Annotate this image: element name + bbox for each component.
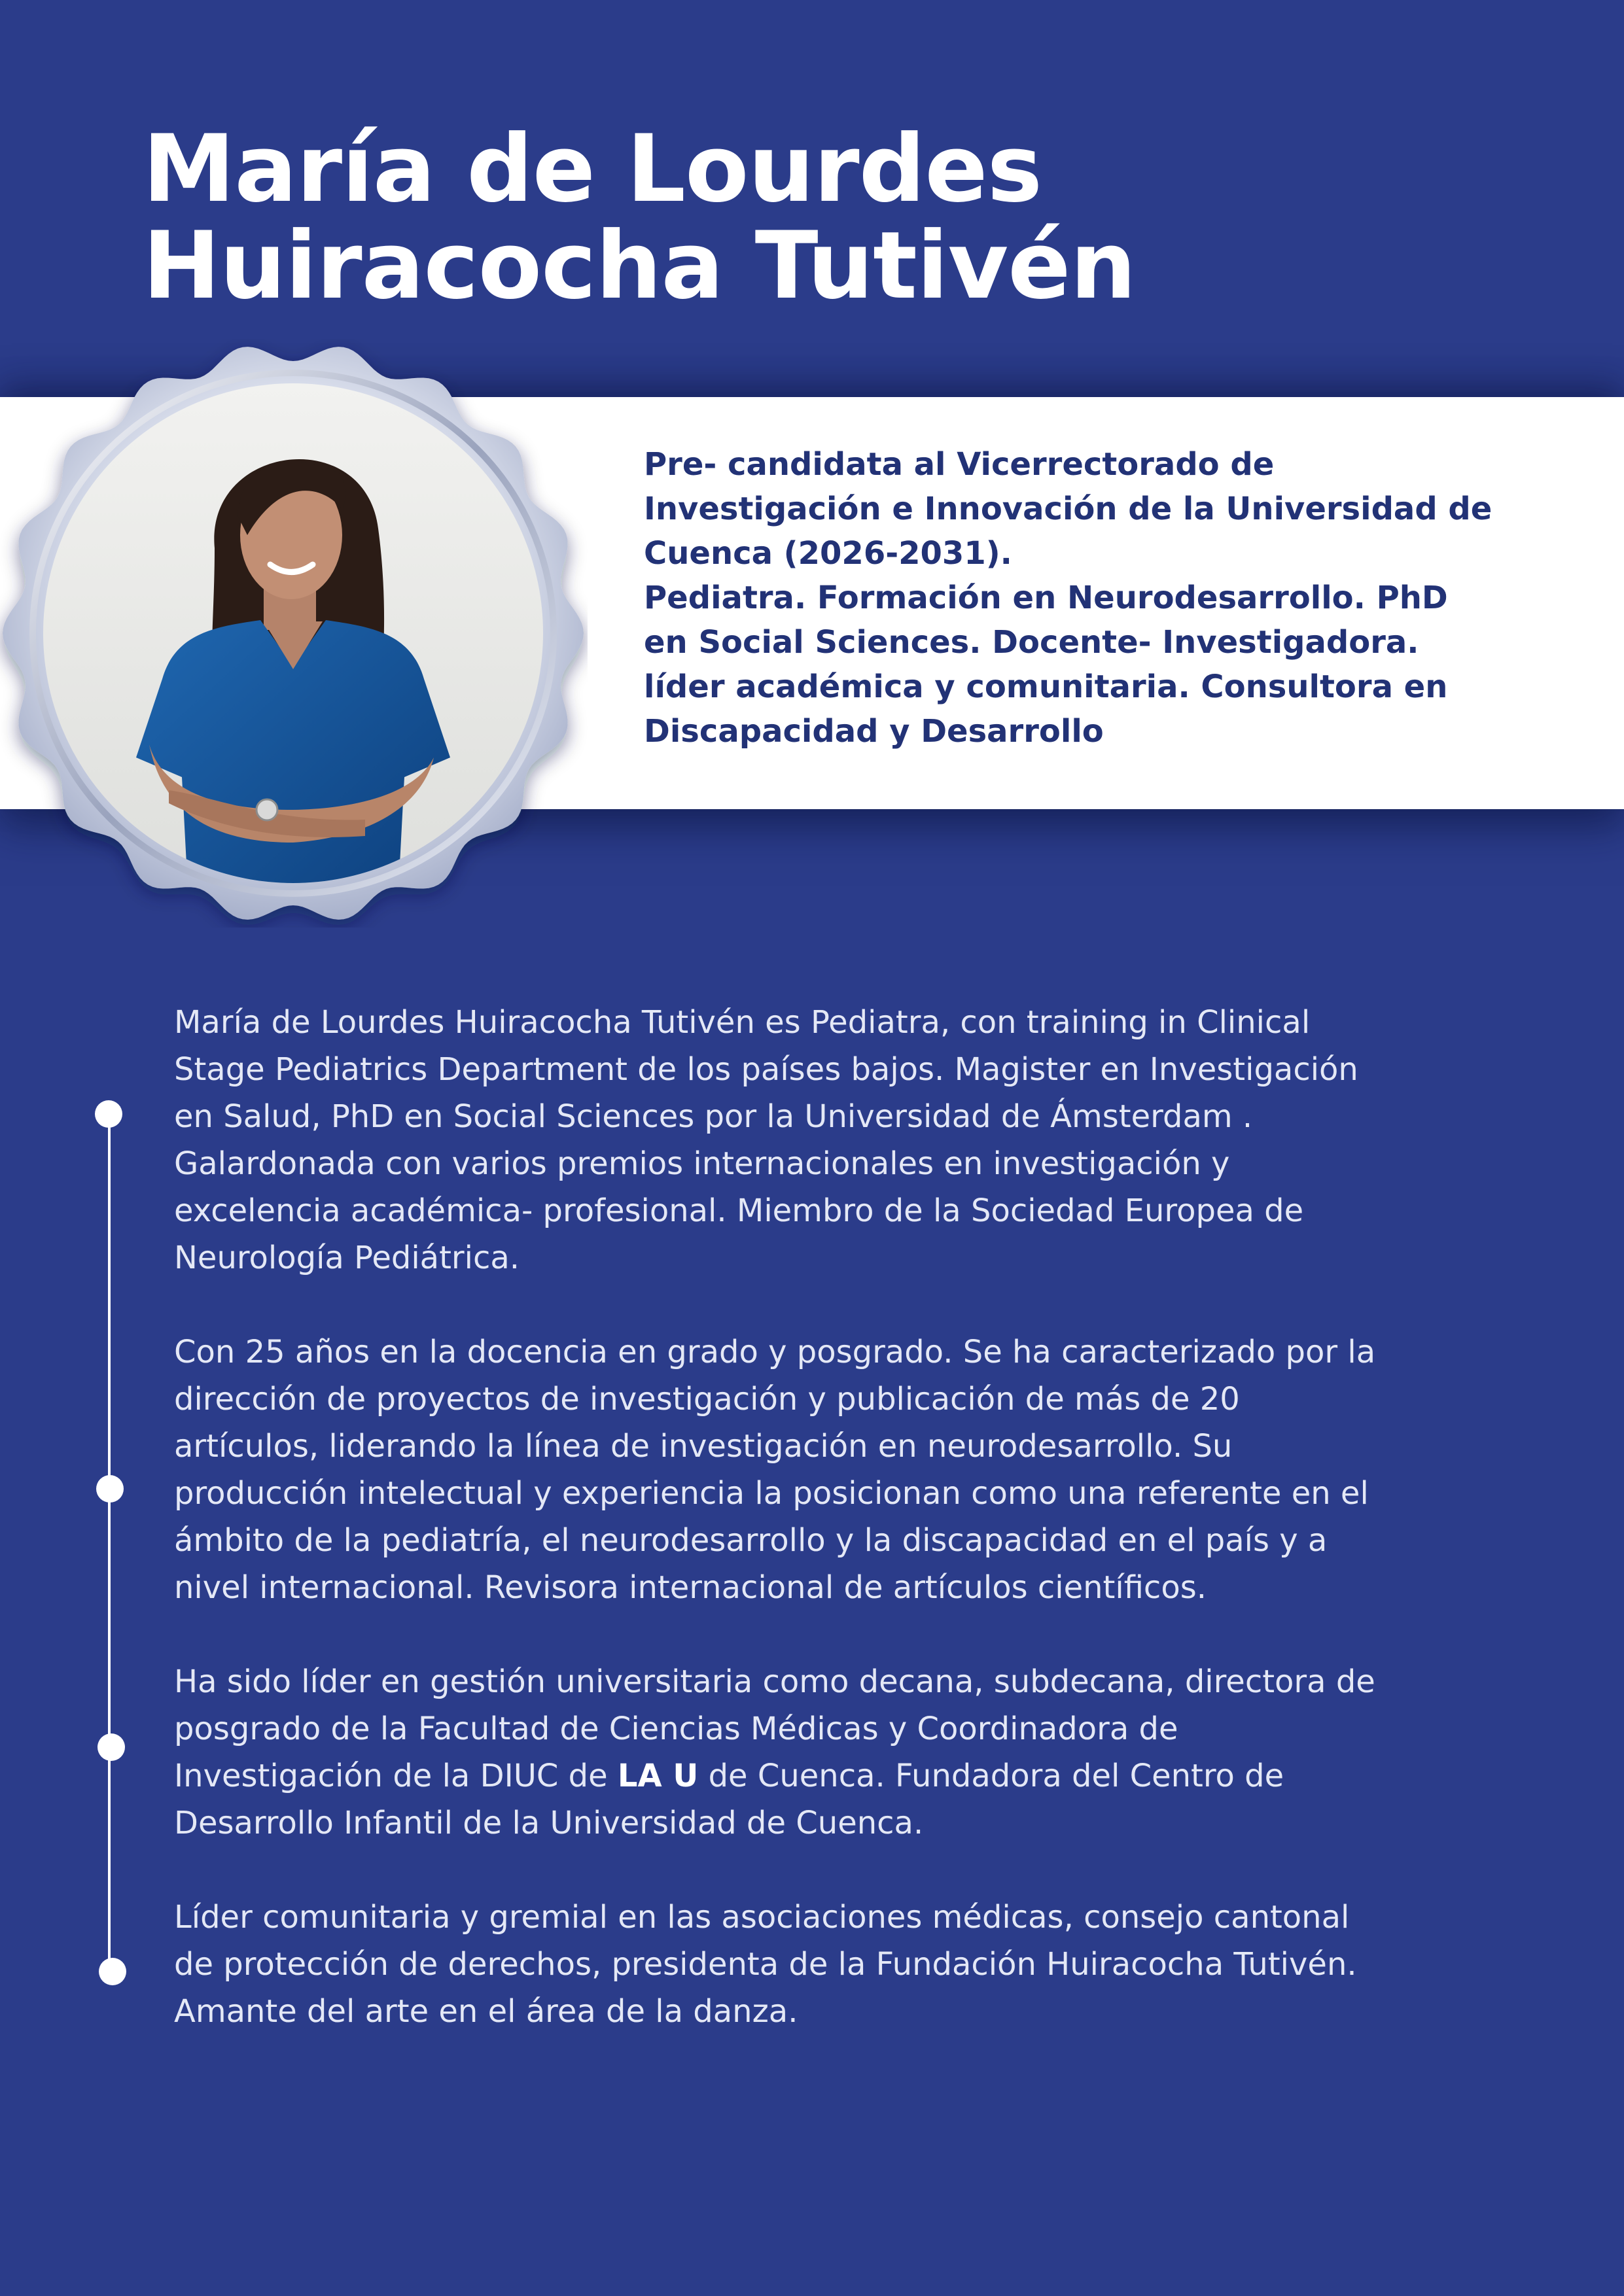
timeline-dot-icon: [99, 1958, 126, 1985]
subtitle-line: Pre- candidata al Vicerrectorado de: [644, 446, 1275, 483]
bio-line: excelencia académica- profesional. Miembro de la Sociedad Europea de: [174, 1192, 1304, 1229]
candidate-subtitle: [644, 442, 1494, 754]
bio-line: de protección de derechos, presidenta de la Fundación Huiracocha Tutivén.: [174, 1946, 1357, 1983]
subtitle-line: Investigación e Innovación de la Universidad de: [644, 491, 1492, 527]
candidate-name: [143, 115, 1136, 320]
timeline-dot-icon: [97, 1733, 125, 1761]
bio-line: Líder comunitaria y gremial en las asociaciones médicas, consejo cantonal: [174, 1899, 1350, 1936]
bio-line: artículos, liderando la línea de investigación en neurodesarrollo. Su: [174, 1428, 1233, 1465]
bio-line: Stage Pediatrics Department de los países bajos. Magister en Investigación: [174, 1051, 1358, 1088]
subtitle-line: en Social Sciences. Docente- Investigadora.: [644, 624, 1419, 661]
subtitle-line: Pediatra. Formación en Neurodesarrollo. PhD: [644, 580, 1448, 616]
subtitle-line: líder académica y comunitaria. Consultora en: [644, 669, 1448, 705]
bio-text-segment: Investigación de la DIUC de: [174, 1758, 618, 1794]
bio-paragraph-teaching: [174, 1329, 1496, 1611]
bio-line: Amante del arte en el área de la danza.: [174, 1993, 798, 2030]
bio-text: [174, 999, 1496, 2082]
bio-line: Neurología Pediátrica.: [174, 1240, 520, 1276]
bio-line: Ha sido líder en gestión universitaria como decana, subdecana, directora de: [174, 1663, 1375, 1700]
portrait-badge: [0, 339, 588, 928]
bio-line: [174, 1752, 1496, 1800]
bio-text-segment: de Cuenca. Fundadora del Centro de: [698, 1758, 1284, 1794]
bio-line: nivel internacional. Revisora internacional de artículos científicos.: [174, 1569, 1207, 1606]
bio-paragraph-education: [174, 999, 1496, 1281]
bio-paragraph-management: [174, 1658, 1496, 1847]
bio-line: dirección de proyectos de investigación y publicación de más de 20: [174, 1381, 1240, 1418]
bio-line: Desarrollo Infantil de la Universidad de Cuenca.: [174, 1805, 924, 1841]
bio-line: posgrado de la Facultad de Ciencias Médicas y Coordinadora de: [174, 1711, 1178, 1747]
timeline-dot-icon: [95, 1100, 122, 1128]
timeline-dot-icon: [96, 1475, 124, 1503]
candidate-name-line2: Huiracocha Tutivén: [143, 212, 1136, 320]
bio-line: en Salud, PhD en Social Sciences por la Universidad de Ámsterdam .: [174, 1098, 1253, 1135]
bio-line: ámbito de la pediatría, el neurodesarrollo y la discapacidad en el país y a: [174, 1522, 1328, 1559]
subtitle-line: Cuenca (2026-2031).: [644, 535, 1012, 572]
candidate-name-line1: María de Lourdes: [143, 115, 1042, 223]
timeline-line: [108, 1112, 111, 1975]
university-short-name: LA U: [617, 1758, 699, 1794]
bio-line: producción intelectual y experiencia la posicionan como una referente en el: [174, 1475, 1369, 1512]
bio-paragraph-community: [174, 1894, 1496, 2035]
subtitle-line: Discapacidad y Desarrollo: [644, 713, 1104, 750]
bio-line: Galardonada con varios premios internacionales en investigación y: [174, 1145, 1230, 1182]
bio-line: Con 25 años en la docencia en grado y posgrado. Se ha caracterizado por la: [174, 1334, 1376, 1370]
bio-line: María de Lourdes Huiracocha Tutivén es Pediatra, con training in Clinical: [174, 1004, 1311, 1041]
